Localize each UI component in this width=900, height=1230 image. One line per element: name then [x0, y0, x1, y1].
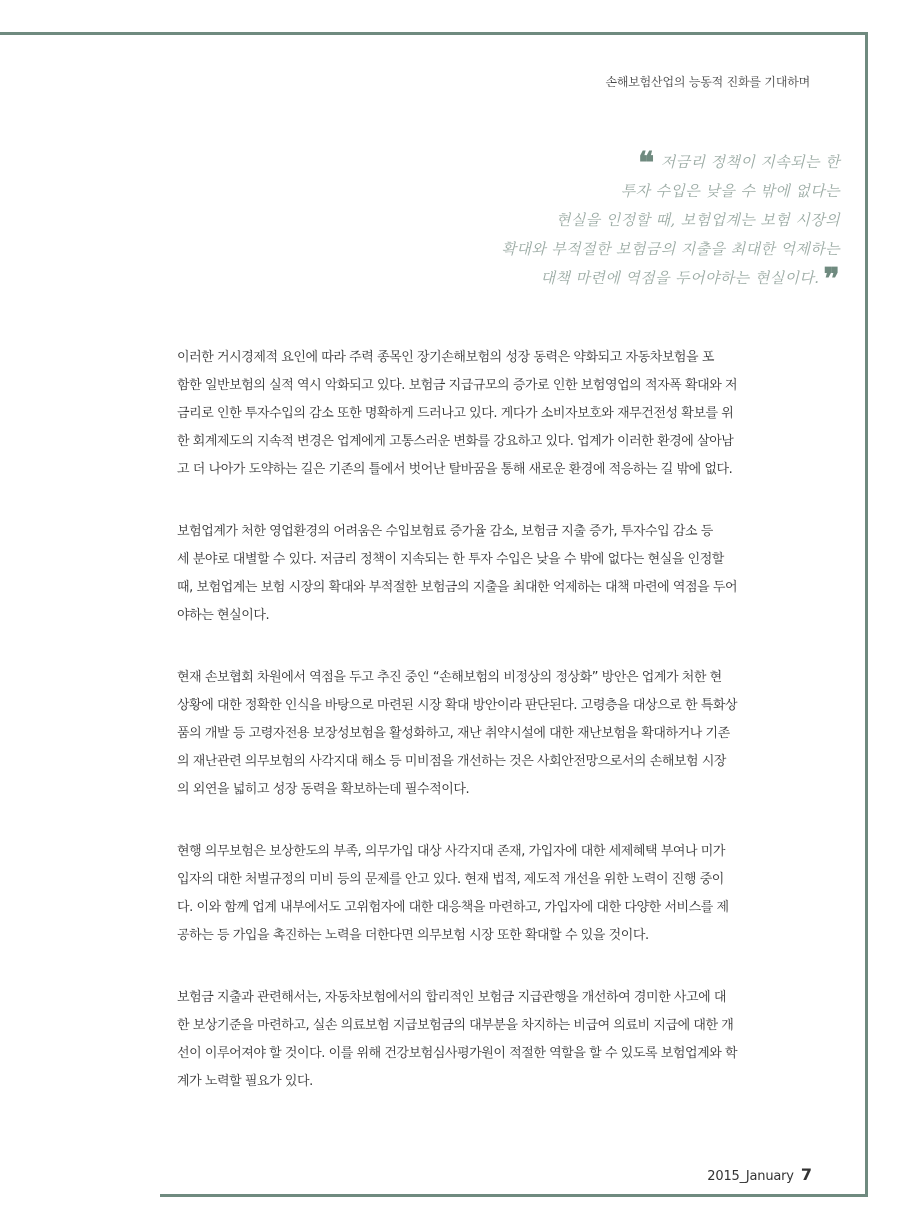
frame-right-rule [865, 32, 868, 1197]
paragraph-line: 현재 손보협회 차원에서 역점을 두고 추진 중인 “손해보험의 비정상의 정상화” 방안은 업계가 처한 현 [177, 670, 722, 685]
paragraph-4 [177, 838, 813, 950]
paragraph-line: 공하는 등 가입을 촉진하는 노력을 더한다면 의무보험 시장 또한 확대할 수 있을 것이다. [177, 928, 649, 943]
paragraph-line: 상황에 대한 정확한 인식을 바탕으로 마련된 시장 확대 방안이라 판단된다. 고령층을 대상으로 한 특화상 [177, 698, 738, 713]
page-number: 7 [800, 1165, 812, 1184]
paragraph-line: 보험업계가 처한 영업환경의 어려움은 수입보험료 증가율 감소, 보험금 지출 증가, 투자수입 감소 등 [177, 524, 713, 539]
paragraph-line: 한 보상기준을 마련하고, 실손 의료보험 지급보험금의 대부분을 차지하는 비급여 의료비 지급에 대한 개 [177, 1018, 734, 1033]
paragraph-line: 다. 이와 함께 업계 내부에서도 고위험자에 대한 대응책을 마련하고, 가입자에 대한 다양한 서비스를 제 [177, 900, 729, 915]
pull-quote-line-4: 확대와 부적절한 보험금의 지출을 최대한 억제하는 [501, 240, 840, 258]
paragraph-line: 현행 의무보험은 보상한도의 부족, 의무가입 대상 사각지대 존재, 가입자에 대한 세제혜택 부여나 미가 [177, 844, 725, 859]
paragraph-line: 고 더 나아가 도약하는 길은 기존의 틀에서 벗어난 탈바꿈을 통해 새로운 환경에 적응하는 길 밖에 없다. [177, 462, 733, 477]
paragraph-line: 이러한 거시경제적 요인에 따라 주력 종목인 장기손해보험의 성장 동력은 약화되고 자동차보험을 포 [177, 350, 714, 365]
page-footer [707, 1165, 812, 1184]
paragraph-line: 선이 이루어져야 할 것이다. 이를 위해 건강보험심사평가원이 적절한 역할을 할 수 있도록 보험업계와 학 [177, 1046, 738, 1061]
paragraph-line: 보험금 지출과 관련해서는, 자동차보험에서의 합리적인 보험금 지급관행을 개선하여 경미한 사고에 대 [177, 990, 727, 1005]
paragraph-line: 품의 개발 등 고령자전용 보장성보험을 활성화하고, 재난 취약시설에 대한 재난보험을 확대하거나 기존 [177, 726, 730, 741]
paragraph-line: 때, 보험업계는 보험 시장의 확대와 부적절한 보험금의 지출을 최대한 억제하는 대책 마련에 역점을 두어 [177, 580, 738, 595]
pull-quote-line-2: 투자 수입은 낮을 수 밖에 없다는 [620, 182, 840, 200]
paragraph-3 [177, 664, 813, 804]
paragraph-line: 한 회계제도의 지속적 변경은 업계에게 고통스러운 변화를 강요하고 있다. 업계가 이러한 환경에 살아남 [177, 434, 734, 449]
paragraph-1 [177, 344, 813, 484]
paragraph-line: 세 분야로 대별할 수 있다. 저금리 정책이 지속되는 한 투자 수입은 낮을 수 밖에 없다는 현실을 인정할 [177, 552, 724, 567]
article-body [177, 344, 813, 1130]
pull-quote [420, 146, 840, 297]
paragraph-line: 입자의 대한 처벌규정의 미비 등의 문제를 안고 있다. 현재 법적, 제도적 개선을 위한 노력이 진행 중이 [177, 872, 724, 887]
open-quote-icon: ❝ [638, 146, 655, 181]
close-quote-icon: ❞ [823, 262, 840, 297]
paragraph-5 [177, 984, 813, 1096]
paragraph-2 [177, 518, 813, 630]
pull-quote-line-3: 현실을 인정할 때, 보험업계는 보험 시장의 [555, 211, 840, 229]
running-title: 손해보험산업의 능동적 진화를 기대하며 [605, 75, 810, 89]
pull-quote-line-5: 대책 마련에 역점을 두어야하는 현실이다. ❞ [540, 262, 840, 297]
paragraph-line: 의 외연을 넓히고 성장 동력을 확보하는데 필수적이다. [177, 782, 470, 797]
paragraph-line: 의 재난관련 의무보험의 사각지대 해소 등 미비점을 개선하는 것은 사회안전망으로서의 손해보험 시장 [177, 754, 727, 769]
paragraph-line: 계가 노력할 필요가 있다. [177, 1074, 313, 1089]
paragraph-line: 함한 일반보험의 실적 역시 악화되고 있다. 보험금 지급규모의 증가로 인한 보험영업의 적자폭 확대와 저 [177, 378, 738, 393]
frame-bottom-rule [160, 1194, 868, 1197]
frame-top-rule [0, 32, 868, 35]
paragraph-line: 야하는 현실이다. [177, 608, 270, 623]
pull-quote-line-1: ❝ 저금리 정책이 지속되는 한 [638, 146, 840, 181]
paragraph-line: 금리로 인한 투자수입의 감소 또한 명확하게 드러나고 있다. 게다가 소비자보호와 재무건전성 확보를 위 [177, 406, 734, 421]
issue-date: 2015_January [707, 1169, 794, 1184]
